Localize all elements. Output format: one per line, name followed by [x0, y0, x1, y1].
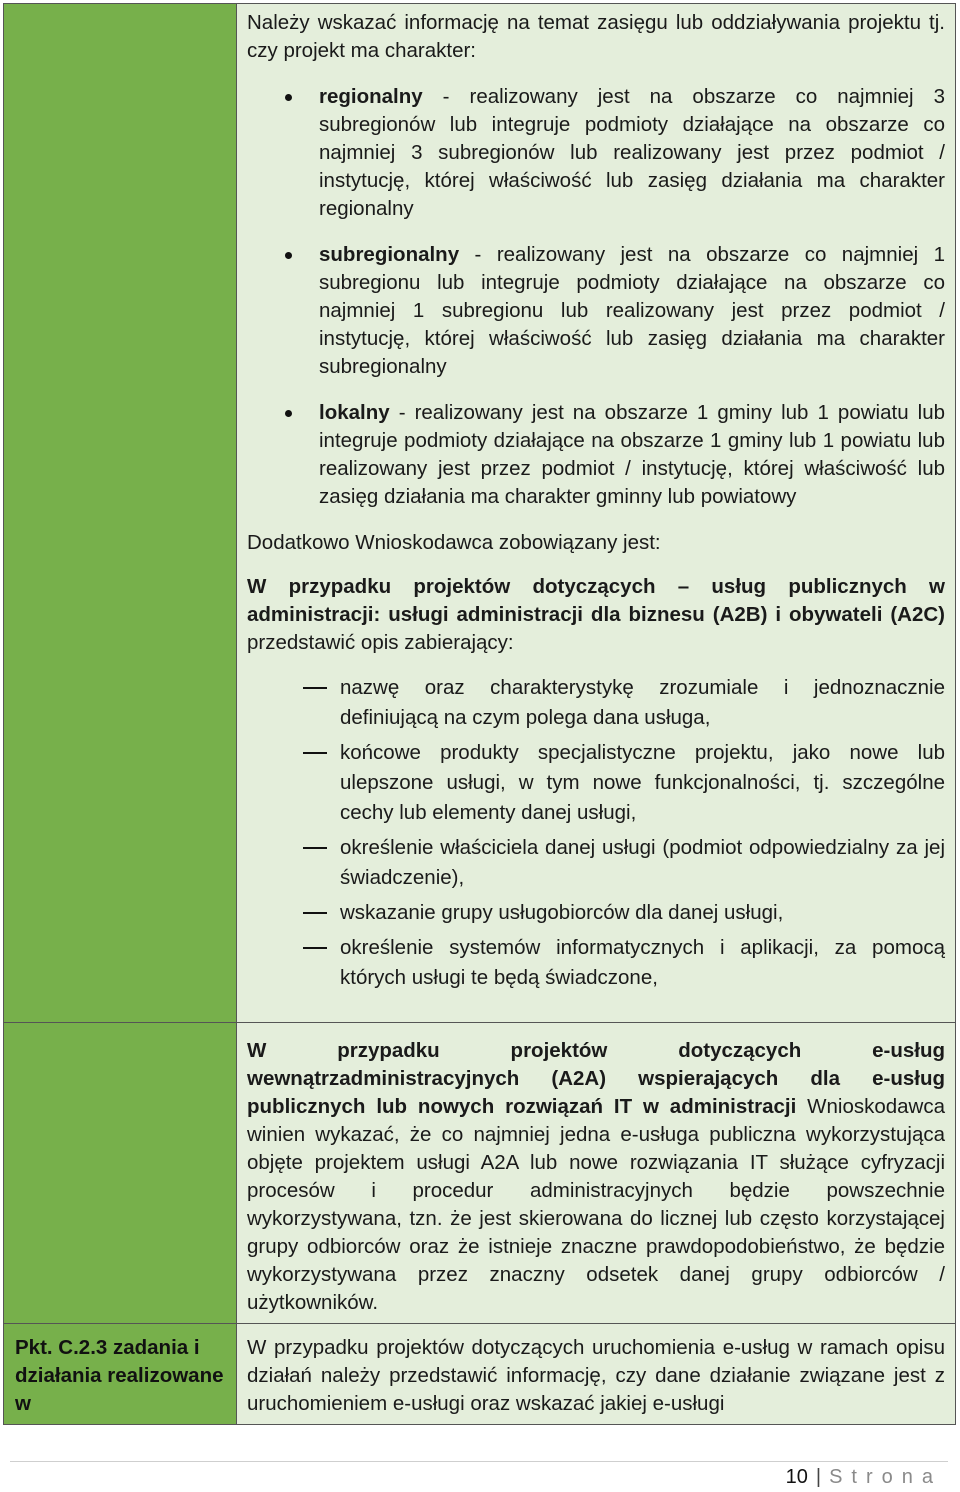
a2a-text: Wnioskodawca winien wykazać, że co najmniej jedna e-usługa publiczna wykorzystująca objęte projektem usługi A2A lub nowe rozwiązania IT służące cyfryzacji procesów i procedur administracyjnych będzie powszechnie wykorzystywana, tzn. że jest skierowana do licznej lub często korzystającej grupy odbiorców oraz że istnieje znaczne prawdopodobieństwo, że będzie wykorzystywana przez znaczny odsetek danej grupy odbiorców / użytkowników. [247, 1095, 946, 1314]
label-cell [4, 1023, 237, 1323]
footer-separator: | [815, 1466, 822, 1488]
scope-description: - realizowany jest na obszarze co najmniej 3 subregionów lub integruje podmioty działające na obszarze co najmniej 3 subregionów lub realizowany jest przez podmiot / instytucję, której właściwość lub zasięg działania ma charakter regionalny [319, 85, 945, 220]
requirements-list [247, 673, 945, 993]
scope-list [247, 83, 945, 511]
label-cell [4, 1324, 237, 1424]
intro-paragraph: Należy wskazać informację na temat zasięgu lub oddziaływania projektu tj. czy projekt ma charakter: [247, 11, 945, 62]
public-services-paragraph [247, 573, 945, 657]
list-item: określenie systemów informatycznych i aplikacji, za pomocą których usługi te będą świadczone, [340, 933, 945, 993]
page-footer [786, 1466, 942, 1489]
list-item [319, 241, 945, 381]
scope-term: subregionalny [319, 243, 460, 266]
public-services-text: przedstawić opis zabierający: [247, 631, 514, 654]
list-item [319, 399, 945, 511]
table-row [4, 4, 955, 1023]
eservices-paragraph: W przypadku projektów dotyczących uruchomienia e-usług w ramach opisu działań należy przedstawić informację, czy dane działanie związane jest z uruchomieniem e-usługi oraz wskazać jakiej e-usługi [247, 1336, 945, 1415]
list-item: wskazanie grupy usługobiorców dla danej usługi, [340, 898, 945, 928]
scope-description: - realizowany jest na obszarze 1 gminy lub 1 powiatu lub integruje podmioty działające na obszarze 1 gminy lub 1 powiatu lub realizowany jest przez podmiot / instytucję, której właściwość lub zasięg działania ma charakter gminny lub powiatowy [319, 401, 945, 508]
table-row [4, 1023, 955, 1324]
page-number: 10 [785, 1466, 808, 1488]
page-word: Strona [829, 1466, 942, 1488]
list-item: nazwę oraz charakterystykę zrozumiale i jednoznacznie definiującą na czym polega dana usługa, [340, 673, 945, 733]
content-cell [237, 1324, 955, 1424]
additional-paragraph: Dodatkowo Wnioskodawca zobowiązany jest: [247, 531, 661, 554]
public-services-heading: W przypadku projektów dotyczących – usług publicznych w administracji: usługi administracji dla biznesu (A2B) i obywateli (A2C) [247, 575, 945, 626]
label-cell [4, 4, 237, 1022]
list-item: końcowe produkty specjalistyczne projektu, jako nowe lub ulepszone usługi, w tym nowe funkcjonalności, tj. szczególne cechy lub elementy danej usługi, [340, 738, 945, 828]
document-table [3, 3, 956, 1425]
a2a-heading: W przypadku projektów dotyczących e-usług wewnątrzadministracyjnych (A2A) wspierających dla e-usług publicznych lub nowych rozwiązań IT w administracji [247, 1039, 945, 1118]
list-item [319, 83, 945, 223]
content-cell [237, 1023, 955, 1323]
table-row [4, 1324, 955, 1424]
list-item: określenie właściciela danej usługi (podmiot odpowiedzialny za jej świadczenie), [340, 833, 945, 893]
section-label: Pkt. C.2.3 zadania i działania realizowane w [15, 1336, 224, 1415]
scope-description: - realizowany jest na obszarze co najmniej 1 subregionu lub integruje podmioty działające na obszarze co najmniej 1 subregionu lub realizowany jest przez podmiot / instytucję, której właściwość lub zasięg działania ma charakter subregionalny [319, 243, 945, 378]
content-cell [237, 4, 955, 1022]
scope-term: lokalny [319, 401, 390, 424]
a2a-paragraph [247, 1037, 945, 1317]
footer-divider [10, 1461, 948, 1462]
scope-term: regionalny [319, 85, 423, 108]
